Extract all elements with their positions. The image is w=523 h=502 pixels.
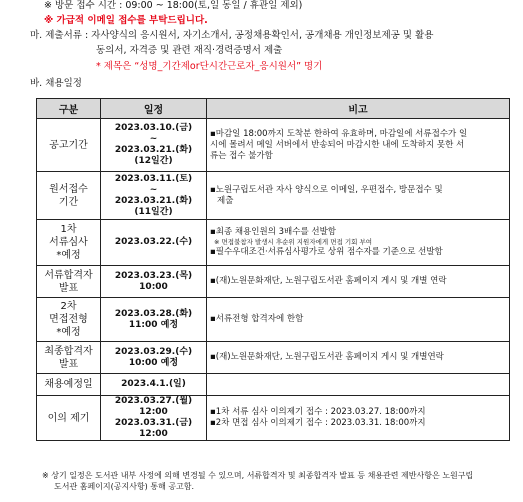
- row-category: 이의 제기: [37, 396, 101, 441]
- row-schedule: 2023.03.29.(수) 10:00 예정: [101, 342, 207, 374]
- row-category: 공고기간: [37, 119, 101, 172]
- table-row: [37, 266, 510, 298]
- footer-line-2: 도서관 홈페이지(공지사항) 통해 공고함.: [54, 482, 195, 491]
- row-category: 1차 서류심사 *예정: [37, 220, 101, 266]
- row-category: 최종합격자 발표: [37, 342, 101, 374]
- table-row: [37, 220, 510, 266]
- row-category: 서류합격자 발표: [37, 266, 101, 298]
- documents-line-2: 동의서, 자격증 및 관련 재직·경력증명서 제출: [96, 45, 283, 56]
- row-schedule: 2023.03.11.(토) ~ 2023.03.21.(화) (11일간): [101, 172, 207, 220]
- schedule-table: [36, 98, 510, 441]
- footer-line-1: ※ 상기 일정은 도서관 내부 사정에 의해 변경될 수 있으며, 서류합격자 및 최종합격자 발표 등 채용관련 제반사항은 노원구립: [42, 471, 474, 480]
- row-category: 원서접수 기간: [37, 172, 101, 220]
- row-schedule: 2023.4.1.(일): [101, 374, 207, 396]
- table-row: [37, 342, 510, 374]
- table-row: [37, 119, 510, 172]
- row-category: 2차 면접전형 *예정: [37, 298, 101, 342]
- row-remarks: ▪최종 채용인원의 3배수를 선발함 ※ 면접불참자 발생시 후순위 지원자에게 면접 기회 부여 ▪필수우대조건·서류심사평가로 상위 점수자를 기준으로 선발함: [207, 220, 510, 266]
- table-row: [37, 396, 510, 441]
- row-schedule: 2023.03.28.(화) 11:00 예정: [101, 298, 207, 342]
- header-category: 구분: [37, 99, 101, 119]
- footer-note: [42, 470, 514, 492]
- table-row: [37, 298, 510, 342]
- row-remarks: [207, 374, 510, 396]
- row-remarks: ▪(재)노원문화재단, 노원구립도서관 홈페이지 게시 및 개별연락: [207, 342, 510, 374]
- row-remarks: ▪마감일 18:00까지 도착분 한하여 유효하며, 마감일에 서류접수가 일 시에 몰려서 메일 서버에서 반송되어 마감시한 내에 도착하지 못한 서 류는 접수 불가함: [207, 119, 510, 172]
- visit-hours-note: ※ 방문 접수 시간 : 09:00 ~ 18:00(토,일 동일 / 휴관일 제외): [44, 0, 303, 11]
- row-category: 채용예정일: [37, 374, 101, 396]
- row-remarks: ▪(재)노원문화재단, 노원구립도서관 홈페이지 게시 및 개별 연락: [207, 266, 510, 298]
- row-schedule: 2023.03.22.(수): [101, 220, 207, 266]
- row-schedule: 2023.03.10.(금) ~ 2023.03.21.(화) (12일간): [101, 119, 207, 172]
- schedule-heading: 바. 채용일정: [30, 78, 82, 89]
- documents-line-1: 마. 제출서류 : 자사양식의 응시원서, 자기소개서, 공정채용확인서, 공개채용 개인정보제공 및 활용: [30, 30, 434, 41]
- title-format-note: * 제목은 “성명_기간제or단시간근로자_응시원서” 명기: [96, 61, 323, 72]
- table-row: [37, 172, 510, 220]
- email-request-note: ※ 가급적 이메일 접수를 부탁드립니다.: [44, 15, 208, 26]
- table-header-row: [37, 99, 510, 119]
- table-row: [37, 374, 510, 396]
- row-remarks: ▪노원구립도서관 자사 양식으로 이메일, 우편접수, 방문접수 및 제출: [207, 172, 510, 220]
- row-schedule: 2023.03.27.(월) 12:00 2023.03.31.(금) 12:00: [101, 396, 207, 441]
- row-remarks: ▪1차 서류 심사 이의제기 접수 : 2023.03.27. 18:00까지 ▪2차 면접 심사 이의제기 접수 : 2023.03.31. 18:00까지: [207, 396, 510, 441]
- row-schedule: 2023.03.23.(목) 10:00: [101, 266, 207, 298]
- row-remarks: ▪서류전형 합격자에 한함: [207, 298, 510, 342]
- header-schedule: 일정: [101, 99, 207, 119]
- header-remarks: 비고: [207, 99, 510, 119]
